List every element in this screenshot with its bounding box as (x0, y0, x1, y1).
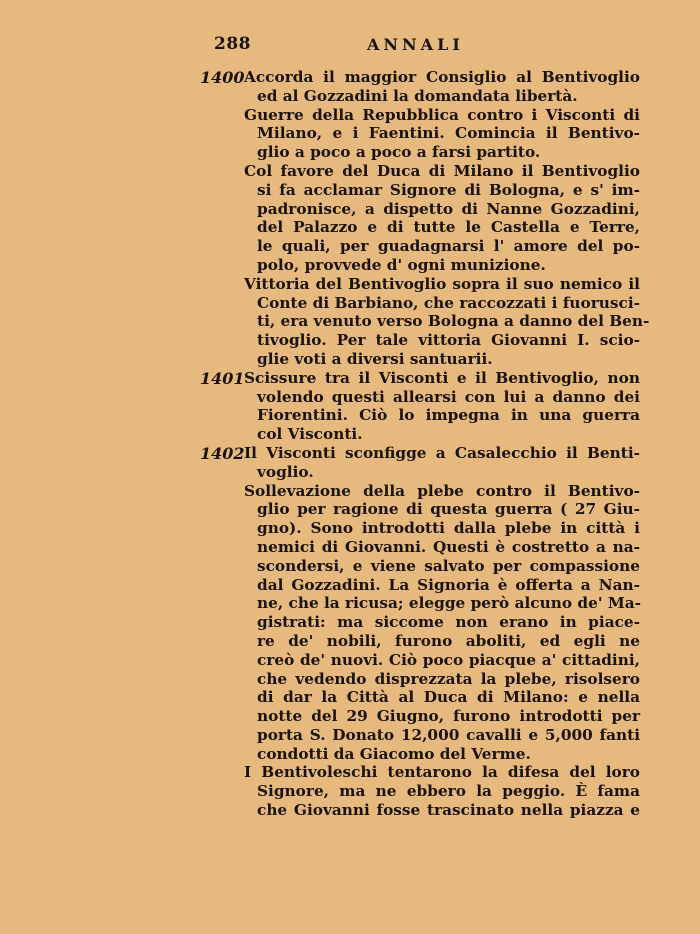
text-line: re de' nobili, furono aboliti, ed egli ne (257, 631, 640, 650)
text-line: Vittoria del Bentivoglio sopra il suo nemico il (244, 274, 640, 293)
page-number: 288 (214, 34, 251, 54)
text-line: padronisce, a dispetto di Nanne Gozzadini, (257, 199, 640, 218)
text-line: creò de' nuovi. Ciò poco piacque a' cittadini, (257, 650, 640, 669)
text-line: ti, era venuto verso Bologna a danno del Ben- (257, 312, 650, 331)
text-line: del Palazzo e di tutte le Castella e Terre, (257, 218, 640, 237)
text-line: Il Visconti sconfigge a Casalecchio il Benti- (244, 443, 640, 462)
text-line: porta S. Donato 12,000 cavalli e 5,000 fanti (257, 725, 640, 744)
entry-year: 1400 (200, 68, 245, 87)
text-line: Sollevazione della plebe contro il Bentivo- (244, 481, 640, 500)
text-line: scondersi, e viene salvato per compassione (257, 556, 640, 575)
text-line: Milano, e i Faentini. Comincia il Bentivo- (257, 124, 640, 143)
text-line: Accorda il maggior Consiglio al Bentivoglio (244, 68, 640, 86)
text-line: Col favore del Duca di Milano il Bentivoglio (244, 161, 640, 180)
text-line: tivoglio. Per tale vittoria Giovanni I. scio- (257, 331, 640, 350)
page-header (0, 34, 700, 58)
annal-entry (200, 369, 640, 444)
text-line: Scissure tra il Visconti e il Bentivoglio, non (244, 368, 640, 387)
text-line: Guerre della Repubblica contro i Visconti di (244, 105, 640, 124)
text-line: di dar la Città al Duca di Milano: e nella (257, 688, 640, 707)
text-line: Signore, ma ne ebbero la peggio. È fama (257, 782, 640, 801)
text-line: Fiorentini. Ciò lo impegna in una guerra (257, 406, 640, 425)
entry-year: 1401 (200, 368, 245, 388)
text-line: condotti da Giacomo del Verme. (257, 744, 531, 763)
annal-entry (200, 444, 640, 820)
text-line: che vedendo disprezzata la plebe, risolsero (257, 669, 640, 688)
text-line: polo, provvede d' ogni munizione. (257, 255, 546, 274)
text-line: I Bentivoleschi tentarono la difesa del loro (244, 763, 640, 782)
text-line: si fa acclamar Signore di Bologna, e s' im- (257, 180, 640, 199)
text-line: le quali, per guadagnarsi l' amore del po- (257, 237, 640, 256)
running-title: ANNALI (367, 35, 464, 54)
text-line: voglio. (257, 462, 314, 481)
text-line: gistrati: ma siccome non erano in piace- (257, 613, 640, 632)
text-line: gno). Sono introdotti dalla plebe in città i (257, 519, 640, 538)
annals-text (200, 68, 650, 820)
text-line: glio a poco a poco a farsi partito. (257, 143, 541, 162)
text-line: col Visconti. (257, 425, 363, 444)
annal-entry (200, 68, 650, 369)
entry-year: 1402 (200, 443, 245, 463)
text-line: notte del 29 Giugno, furono introdotti per (257, 707, 640, 726)
text-line: glie voti a diversi santuarii. (257, 349, 493, 368)
text-line: Conte di Barbiano, che raccozzati i fuorusci- (257, 293, 640, 312)
text-line: ed al Gozzadini la domandata libertà. (257, 86, 578, 105)
text-line: che Giovanni fosse trascinato nella piazza e (257, 801, 640, 820)
text-line: nemici di Giovanni. Questi è costretto a na- (257, 537, 640, 556)
text-line: glio per ragione di questa guerra ( 27 Giu- (257, 500, 640, 519)
text-line: dal Gozzadini. La Signoria è offerta a Nan- (257, 575, 640, 594)
text-line: ne, che la ricusa; elegge però alcuno de' Ma- (257, 594, 642, 613)
text-line: volendo questi allearsi con lui a danno dei (257, 387, 640, 406)
